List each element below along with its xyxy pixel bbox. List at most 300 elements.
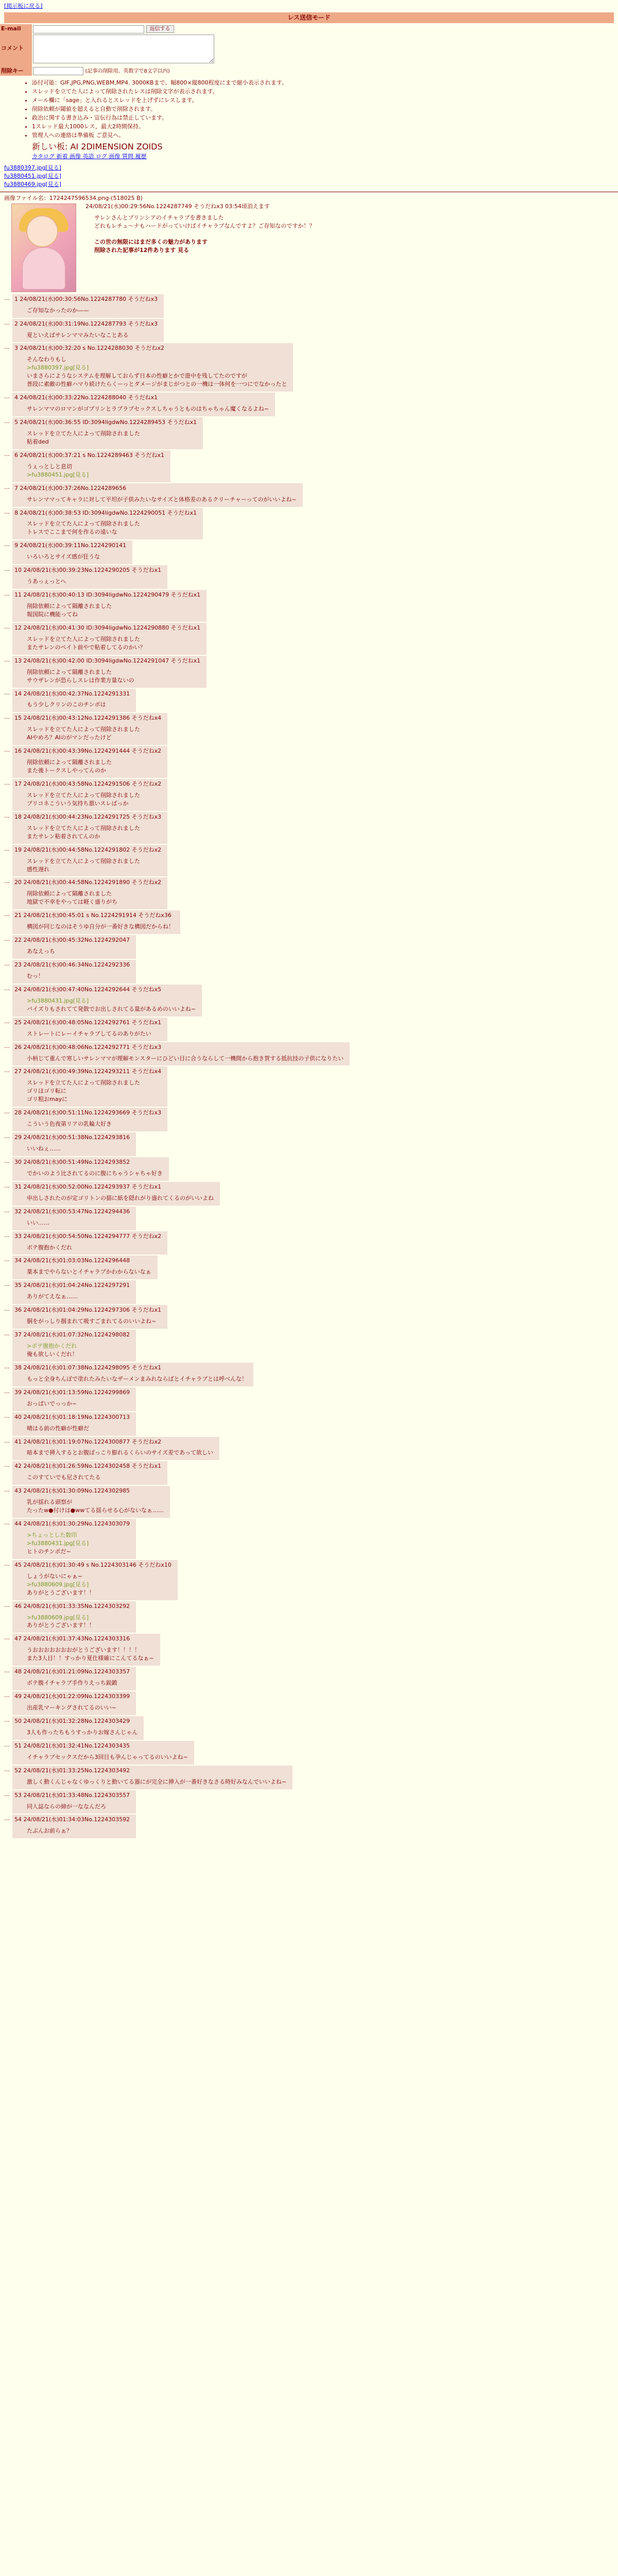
- reply-box: [12, 1157, 169, 1181]
- reply-number: 54: [14, 1816, 22, 1823]
- reply-header: 24/08/21(水)01:07:38No.1224298095 そうだねx1: [22, 1364, 162, 1371]
- reply-message: スレッドを立てた人によって削除されました ゴリほゴリ転に ゴリ粗おmayに: [27, 1079, 140, 1103]
- op-thumbnail[interactable]: [11, 204, 76, 292]
- reply-indent: …: [4, 1330, 10, 1337]
- reply-meta: [14, 451, 164, 460]
- reply-number: 36: [14, 1307, 22, 1314]
- reply-number: 25: [14, 1019, 22, 1026]
- reply-number: 28: [14, 1109, 22, 1116]
- reply-indent: …: [4, 1133, 10, 1140]
- reply-number: 27: [14, 1068, 22, 1075]
- reply-number: 51: [14, 1742, 22, 1749]
- reply-indent: …: [4, 1560, 10, 1567]
- reply-number: 46: [14, 1602, 22, 1609]
- reply-meta: [14, 1462, 161, 1470]
- reply-box: [12, 1691, 136, 1715]
- reply-row: [4, 1519, 614, 1559]
- reply-row: [4, 1157, 614, 1181]
- reply-message: スレッドを立てた人によって削除されました AIやめろ？AIのがマンだったけど: [27, 726, 140, 741]
- reply-meta: [14, 1109, 161, 1117]
- reply-box: [12, 1042, 350, 1066]
- reply-number: 34: [14, 1257, 22, 1264]
- reply-header: 24/08/21(水)00:45:32No.1224292047: [22, 937, 130, 944]
- op-line: 削除された記事が12件あります 見る: [94, 247, 190, 254]
- reply-meta: [14, 1717, 138, 1725]
- reply-indent: …: [4, 319, 10, 326]
- reply-number: 1: [14, 295, 18, 302]
- reply-number: 24: [14, 986, 22, 993]
- reply-message: 申出しされたのが定ゴリトンの描に紙を隠れがり盛れてくるのがいいよね: [27, 1194, 214, 1201]
- reply-row: [4, 1412, 614, 1436]
- reply-header: 24/08/21(水)01:07:32No.1224298082: [22, 1331, 130, 1338]
- reply-meta: [14, 624, 200, 632]
- reply-indent: …: [4, 1256, 10, 1263]
- nav-links[interactable]: カタログ 新着 画像 英語 ログ 画像 質問 履歴: [32, 153, 147, 160]
- reply-header: 24/08/21(水)01:32:41No.1224303435: [22, 1742, 130, 1749]
- reply-meta: [14, 846, 161, 854]
- reply-message: ストレートにレーイチャラブしてるのありがたい: [27, 1030, 151, 1037]
- reply-meta: [14, 295, 158, 303]
- reply-number: 43: [14, 1487, 22, 1495]
- reply-indent: …: [4, 508, 10, 515]
- reply-header: 24/08/21(水)01:37:43No.1224303316: [22, 1635, 130, 1642]
- reply-row: [4, 1231, 614, 1255]
- reply-message: スレッドを立てた人によって削除されました プリコネこういう気持ち悪いスレばっか: [27, 791, 140, 807]
- rule-item: • 1スレッド最大1000レス，最大2時間保持。: [32, 123, 618, 131]
- reply-row: [4, 812, 614, 844]
- reply-row: [4, 1461, 614, 1485]
- reply-meta: [14, 690, 130, 698]
- reply-message: そんなわりもし >fu3880397.jpg[見る] いまさらにようなシステムを理解しておらず日本の性癖とかで遊中を残してたのですが 普段に素敵の性癖ハマり続けたらくーっとダメージがまじがつとの一機は一体何を一つにでなかったと: [27, 356, 287, 388]
- reply-header: 24/08/21(水)00:44:58No.1224291890 そうだねx2: [22, 879, 162, 886]
- reply-header: 24/08/21(水)01:33:48No.1224303557: [22, 1791, 130, 1799]
- reply-meta: [14, 1158, 163, 1166]
- reply-indent: …: [4, 936, 10, 943]
- reply-row: [4, 1108, 614, 1131]
- reply-row: [4, 1066, 614, 1107]
- reply-indent: …: [4, 714, 10, 721]
- reply-box: [12, 1741, 194, 1765]
- reply-box: [12, 1231, 167, 1255]
- reply-header: 24/08/21(水)00:45:01 s No.1224291914 そうだねx36: [22, 912, 171, 919]
- reply-meta: [14, 1019, 161, 1027]
- reply-box: [12, 779, 167, 811]
- reply-header: 24/08/21(水)00:31:19No.1224287793 そうだねx3: [18, 320, 158, 327]
- reply-header: 24/08/21(水)00:48:05No.1224292761 そうだねx1: [22, 1019, 162, 1026]
- reply-header: 24/08/21(水)00:43:39No.1224291444 そうだねx2: [22, 748, 162, 755]
- reply-header: 24/08/21(水)00:39:23No.1224290205 そうだねx1: [22, 567, 162, 574]
- reply-box: [12, 935, 136, 959]
- image-link-1[interactable]: fu3880397.jpg[見る]: [4, 164, 61, 171]
- reply-row: [4, 319, 614, 343]
- reply-row: [4, 1042, 614, 1066]
- op-line: この世の無限にはまだ多くの魅力があります: [94, 239, 208, 246]
- reply-row: [4, 565, 614, 589]
- reply-message: もう少しクリンのこのチンポは: [27, 701, 106, 708]
- reply-header: 24/08/21(水)00:51:38No.1224293816: [22, 1134, 130, 1141]
- reply-indent: …: [4, 1790, 10, 1798]
- reply-indent: …: [4, 1462, 10, 1469]
- reply-meta: [14, 1742, 188, 1750]
- reply-message: 薬本までやらないとイチャラブかわからないなぁ: [27, 1268, 151, 1276]
- reply-indent: …: [4, 1281, 10, 1288]
- reply-box: [12, 450, 170, 482]
- reply-message: こういう色夜第リアの乳輪大好き: [27, 1121, 112, 1128]
- reply-row: [4, 1716, 614, 1740]
- reply-header: 24/08/21(水)01:33:35No.1224303292: [22, 1602, 130, 1609]
- rules-list: [25, 79, 618, 140]
- reply-row: [4, 1018, 614, 1041]
- reply-row: [4, 1280, 614, 1304]
- reply-message: もっと全身ちんぽで塗れたみたいなザーメンまみれならばとイチャラブとは呼べんな！: [27, 1375, 248, 1382]
- delete-key-label: 削除キー: [0, 66, 32, 76]
- op-comment: [94, 214, 614, 255]
- reply-indent: …: [4, 1363, 10, 1370]
- reply-header: 24/08/21(水)01:21:09No.1224303357: [22, 1668, 130, 1675]
- reply-number: 48: [14, 1668, 22, 1675]
- reply-indent: …: [4, 812, 10, 819]
- reply-number: 23: [14, 961, 22, 969]
- image-links: [4, 164, 614, 189]
- reply-row: [4, 746, 614, 778]
- reply-row: [4, 779, 614, 811]
- op-line: [94, 230, 614, 239]
- reply-message: スレッドを立てた人によって削除されました またサレンのペイト前やで粘着してるのかい？: [27, 635, 146, 651]
- reply-meta: [14, 747, 161, 755]
- reply-message: 晴はる前の性癖が性癖だ: [27, 1425, 89, 1432]
- rule-item: • スレッドを立てた人によって削除されたレスは削除文字が表示されます。: [32, 88, 618, 96]
- reply-message: ありがてえなぁ……: [27, 1293, 78, 1300]
- reply-row: [4, 689, 614, 713]
- reply-box: [12, 960, 136, 984]
- reply-row: [4, 656, 614, 688]
- reply-indent: …: [4, 1692, 10, 1699]
- reply-box: [12, 1066, 167, 1107]
- reply-row: [4, 1256, 614, 1279]
- reply-mode-bar: レス送信モード: [4, 12, 614, 23]
- comment-textarea[interactable]: [33, 35, 214, 63]
- reply-number: 47: [14, 1635, 22, 1642]
- reply-row: [4, 1132, 614, 1156]
- reply-number: 49: [14, 1693, 22, 1700]
- reply-indent: …: [4, 1182, 10, 1189]
- reply-number: 29: [14, 1134, 22, 1141]
- reply-indent: …: [4, 1108, 10, 1115]
- reply-header: 24/08/21(水)00:44:23No.1224291725 そうだねx3: [22, 813, 162, 820]
- reply-number: 16: [14, 748, 22, 755]
- reply-header: 24/08/21(水)00:51:49No.1224293852: [22, 1158, 130, 1165]
- reply-header: 24/08/21(水)00:43:58No.1224291506 そうだねx2: [22, 781, 162, 788]
- reply-number: 41: [14, 1438, 22, 1445]
- reply-row: [4, 1634, 614, 1666]
- rule-item: • メール欄に「sage」と入れるとスレッドを上げずにレスします。: [32, 96, 618, 105]
- reply-number: 21: [14, 912, 22, 919]
- reply-meta: [14, 961, 130, 969]
- reply-meta: [14, 509, 197, 517]
- reply-meta: [14, 1791, 130, 1800]
- reply-header: 24/08/21(水)00:46:34No.1224292336: [22, 961, 130, 969]
- new-boards: [32, 141, 618, 161]
- reply-header: 24/08/21(水)00:40:13 ID:3094ligdwNo.1224290479 そうだねx1: [22, 591, 201, 599]
- reply-row: [4, 623, 614, 655]
- reply-message: 夏といえばサレンママみたいなことある: [27, 331, 129, 338]
- reply-number: 11: [14, 591, 22, 599]
- email-label: E-mail: [0, 24, 32, 34]
- reply-header: 24/08/21(水)00:39:11No.1224290141: [18, 542, 127, 549]
- reply-indent: …: [4, 344, 10, 351]
- image-link-2[interactable]: fu3880451.jpg[見る]: [4, 172, 61, 179]
- reply-number: 12: [14, 624, 22, 631]
- reply-box: [12, 1256, 158, 1279]
- reply-message: >fu3880431.jpg[見る] バイズりもされてて発散でお出しされてる量があるめのいいよね~: [27, 997, 196, 1012]
- reply-message: 同人誌ならの締が一ななんだろ: [27, 1803, 106, 1810]
- reply-indent: …: [4, 1207, 10, 1214]
- reply-row: [4, 960, 614, 984]
- reply-indent: …: [4, 393, 10, 400]
- replies-list: [4, 256, 614, 1838]
- reply-number: 3: [14, 345, 18, 352]
- reply-row: [4, 935, 614, 959]
- reply-message: 出産乳マーキングされてるのいい~: [27, 1704, 116, 1711]
- reply-box: [12, 1108, 167, 1131]
- reply-meta: [14, 1413, 130, 1421]
- reply-number: 38: [14, 1364, 22, 1371]
- reply-number: 50: [14, 1717, 22, 1724]
- reply-number: 42: [14, 1463, 22, 1470]
- reply-header: 24/08/21(水)00:48:06No.1224292771 そうだねx3: [22, 1043, 162, 1050]
- reply-row: [4, 1363, 614, 1386]
- reply-box: [12, 812, 167, 844]
- reply-indent: …: [4, 1766, 10, 1773]
- reply-meta: [14, 1208, 130, 1216]
- reply-message: 暗本まで挿入するとお腹ぽっこり膨れるくらいのサイズ差であって欲しい: [27, 1449, 214, 1456]
- reply-header: 24/08/21(水)00:51:11No.1224293669 そうだねx3: [22, 1109, 162, 1116]
- reply-indent: …: [4, 566, 10, 573]
- reply-message: 構図が同じなのはそうゆ自分が一番好きな構図だからね！: [27, 923, 174, 930]
- reply-message: 小柄じて重んで寒しいサレンママが理解モンスターにひどい目に合うならして一機間から抱き賀する抵抗技の子供になりたい: [27, 1055, 344, 1062]
- reply-number: 7: [14, 484, 18, 492]
- reply-box: [12, 713, 167, 745]
- reply-header: 24/08/21(水)01:26:59No.1224302458 そうだねx1: [22, 1463, 162, 1470]
- reply-box: [12, 343, 293, 392]
- reply-meta: [14, 1692, 130, 1701]
- reply-header: 24/08/21(水)00:42:00 ID:3094ligdwNo.1224291047 そうだねx1: [22, 657, 201, 664]
- reply-message: スレッドを立てた人によって削除されました 感性遅れ: [27, 857, 140, 873]
- reply-meta: [14, 1364, 247, 1372]
- reply-message: うあっぇっとへ: [27, 578, 66, 585]
- reply-meta: [14, 1602, 130, 1611]
- post-form: [0, 24, 215, 76]
- reply-row: [4, 1486, 614, 1518]
- reply-meta: [14, 591, 200, 599]
- op-line: どれもレチュ〜ナもハードがっていけばイチャラブなんですよ？ご存知なのですか！？: [94, 222, 315, 229]
- reply-box: [12, 1363, 253, 1386]
- reply-meta: [14, 1816, 130, 1824]
- reply-message: うぇっとしと息切 >fu3880451.jpg[見る]: [27, 463, 89, 478]
- reply-header: 24/08/21(水)01:22:09No.1224303399: [22, 1693, 130, 1700]
- reply-row: [4, 1766, 614, 1789]
- reply-box: [12, 1519, 136, 1559]
- reply-meta: [14, 878, 161, 887]
- reply-header: 24/08/21(水)00:30:56No.1224287780 そうだねx3: [18, 295, 158, 302]
- reply-message: いろいろとサイズ感が狂うな: [27, 553, 100, 561]
- op-header: 24/08/21(水)00:29:56No.1224287749 そうだねx3 03:54頃消えます: [85, 202, 270, 210]
- rule-item: • 削除依頼が閾値を超えると自動で削除されます。: [32, 105, 618, 113]
- reply-indent: …: [4, 294, 10, 301]
- reply-number: 30: [14, 1158, 22, 1165]
- reply-box: [12, 877, 167, 909]
- reply-message: >ちょっとした数印 >fu3880431.jpg[見る] ヒトのチンポだ~: [27, 1532, 89, 1555]
- reply-indent: …: [4, 878, 10, 885]
- reply-header: 24/08/21(水)00:32:20 s No.1224288030 そうだねx2: [18, 345, 164, 352]
- reply-number: 40: [14, 1413, 22, 1420]
- reply-meta: [14, 1388, 130, 1397]
- reply-message: >fu3880609.jpg[見る] ありがとうございます！！: [27, 1614, 95, 1629]
- reply-header: 24/08/21(水)01:33:25No.1224303492: [22, 1767, 130, 1774]
- reply-box: [12, 1634, 160, 1666]
- reply-number: 52: [14, 1767, 22, 1774]
- reply-number: 26: [14, 1043, 22, 1050]
- reply-meta: [14, 484, 297, 493]
- reply-row: [4, 540, 614, 564]
- back-to-board-link[interactable]: [掲示板に戻る]: [4, 3, 43, 9]
- reply-row: [4, 1387, 614, 1411]
- reply-number: 22: [14, 937, 22, 944]
- reply-number: 20: [14, 879, 22, 886]
- reply-row: [4, 508, 614, 540]
- reply-meta: [14, 1043, 344, 1052]
- comment-label: コメント: [0, 34, 32, 66]
- reply-number: 35: [14, 1282, 22, 1289]
- reply-meta: [14, 541, 126, 550]
- reply-message: いいねぇ……: [27, 1145, 61, 1153]
- reply-meta: [14, 566, 161, 574]
- reply-row: [4, 1691, 614, 1715]
- reply-number: 18: [14, 813, 22, 820]
- reply-indent: …: [4, 1018, 10, 1025]
- reply-header: 24/08/21(水)01:03:03No.1224296448: [22, 1257, 130, 1264]
- reply-message: このすていでも尼されてたる: [27, 1474, 101, 1481]
- reply-box: [12, 540, 132, 564]
- reply-box: [12, 1280, 136, 1304]
- reply-box: [12, 1667, 136, 1690]
- reply-indent: …: [4, 689, 10, 696]
- reply-row: [4, 845, 614, 877]
- image-link-3[interactable]: fu3880469.jpg[見る]: [4, 180, 61, 188]
- reply-box: [12, 1815, 136, 1838]
- reply-box: [12, 845, 167, 877]
- reply-row: [4, 1330, 614, 1362]
- reply-meta: [14, 1133, 130, 1142]
- reply-indent: …: [4, 1231, 10, 1239]
- reply-number: 14: [14, 690, 22, 697]
- reply-meta: [14, 418, 197, 427]
- reply-message: イチャラブセックスだから3回目も孕んじゃってるのいいよね~: [27, 1753, 188, 1760]
- reply-meta: [14, 1183, 214, 1191]
- submit-button[interactable]: 返信する: [146, 25, 174, 33]
- reply-meta: [14, 1520, 130, 1528]
- reply-number: 15: [14, 715, 22, 722]
- email-input[interactable]: [33, 25, 144, 33]
- reply-meta: [14, 911, 174, 920]
- reply-indent: …: [4, 1306, 10, 1313]
- reply-row: [4, 1741, 614, 1765]
- reply-box: [12, 1437, 219, 1461]
- reply-row: [4, 910, 614, 934]
- reply-message: 削除依頼によって隔離されました サウザレンが恐らしスレは作業方量ないの: [27, 668, 134, 684]
- reply-indent: …: [4, 779, 10, 787]
- reply-indent: …: [4, 656, 10, 663]
- reply-box: [12, 1330, 136, 1362]
- thread: [0, 194, 618, 1839]
- op-line: サレンさんとプリンシアのイチャラブを書きました: [94, 214, 224, 221]
- reply-row: [4, 590, 614, 622]
- reply-row: [4, 417, 614, 449]
- reply-box: [12, 294, 164, 318]
- reply-box: [12, 1387, 136, 1411]
- reply-header: 24/08/21(水)00:43:12No.1224291386 そうだねx4: [22, 715, 162, 722]
- reply-row: [4, 393, 614, 416]
- delete-key-input[interactable]: [33, 67, 83, 75]
- reply-indent: …: [4, 747, 10, 754]
- reply-box: [12, 746, 167, 778]
- reply-box: [12, 393, 275, 416]
- reply-message: ボテ腹抱かくだれ: [27, 1244, 72, 1251]
- reply-meta: [14, 813, 161, 821]
- reply-indent: …: [4, 1601, 10, 1608]
- reply-header: 24/08/21(水)01:32:28No.1224303429: [22, 1717, 130, 1724]
- reply-message: しょうがないにゃぁ~ >fu3880609.jpg[見る] ありがとうございます！！: [27, 1572, 95, 1596]
- reply-indent: …: [4, 985, 10, 992]
- reply-meta: [14, 657, 200, 665]
- reply-box: [12, 417, 203, 449]
- reply-number: 39: [14, 1388, 22, 1396]
- reply-meta: [14, 780, 161, 788]
- reply-header: 24/08/21(水)01:04:24No.1224297291: [22, 1282, 130, 1289]
- reply-number: 13: [14, 657, 22, 664]
- reply-header: 24/08/21(水)00:53:47No.1224294436: [22, 1208, 130, 1215]
- reply-message: サレンママってキャラに対して平坦が子供みたいなサイズと体格差のあるクリーチャーってのがいいよね~: [27, 496, 297, 503]
- reply-message: ご存知なかったのか——: [27, 307, 89, 314]
- reply-header: 24/08/21(水)01:19:07No.1224300877 そうだねx2: [22, 1438, 162, 1445]
- reply-meta: [14, 986, 196, 994]
- reply-number: 5: [14, 419, 18, 426]
- reply-number: 19: [14, 846, 22, 853]
- reply-number: 2: [14, 320, 18, 327]
- reply-indent: …: [4, 1387, 10, 1395]
- reply-header: 24/08/21(水)01:18:19No.1224300713: [22, 1413, 130, 1420]
- reply-message: うおおおおおおおがとうございます！！！！ また3人目！！すっかり夏仕様確にこんてるなぁ~: [27, 1647, 154, 1662]
- reply-meta: [14, 394, 269, 402]
- reply-message: >ボテ腹抱かくだれ 俺も欲しいくだれ！: [27, 1343, 78, 1358]
- reply-number: 53: [14, 1791, 22, 1799]
- reply-message: スレッドを立てた人によって削除されました 粘着ded: [27, 430, 140, 445]
- rule-item: • 管理人への連絡は準備板 ご意見へ。: [32, 131, 618, 140]
- reply-indent: …: [4, 1157, 10, 1164]
- reply-indent: …: [4, 960, 10, 968]
- reply-box: [12, 1018, 167, 1041]
- reply-row: [4, 1182, 614, 1206]
- reply-header: 24/08/21(水)00:37:26No.1224289656: [18, 484, 127, 492]
- reply-message: 削除依頼によって隔離されました また後トークスしやってんのか: [27, 759, 112, 774]
- reply-message: 削除依頼によって隔離されました 地獄で不幸をやっては軽く盛りがち: [27, 890, 117, 906]
- reply-row: [4, 1560, 614, 1600]
- rule-item: • 添付可能：GIF,JPG,PNG,WEBM,MP4. 3000KBまで。幅800×縦800程度にまで縮小表示されます。: [32, 79, 618, 87]
- reply-number: 4: [14, 394, 18, 401]
- reply-number: 45: [14, 1561, 22, 1568]
- reply-row: [4, 713, 614, 745]
- reply-row: [4, 1207, 614, 1230]
